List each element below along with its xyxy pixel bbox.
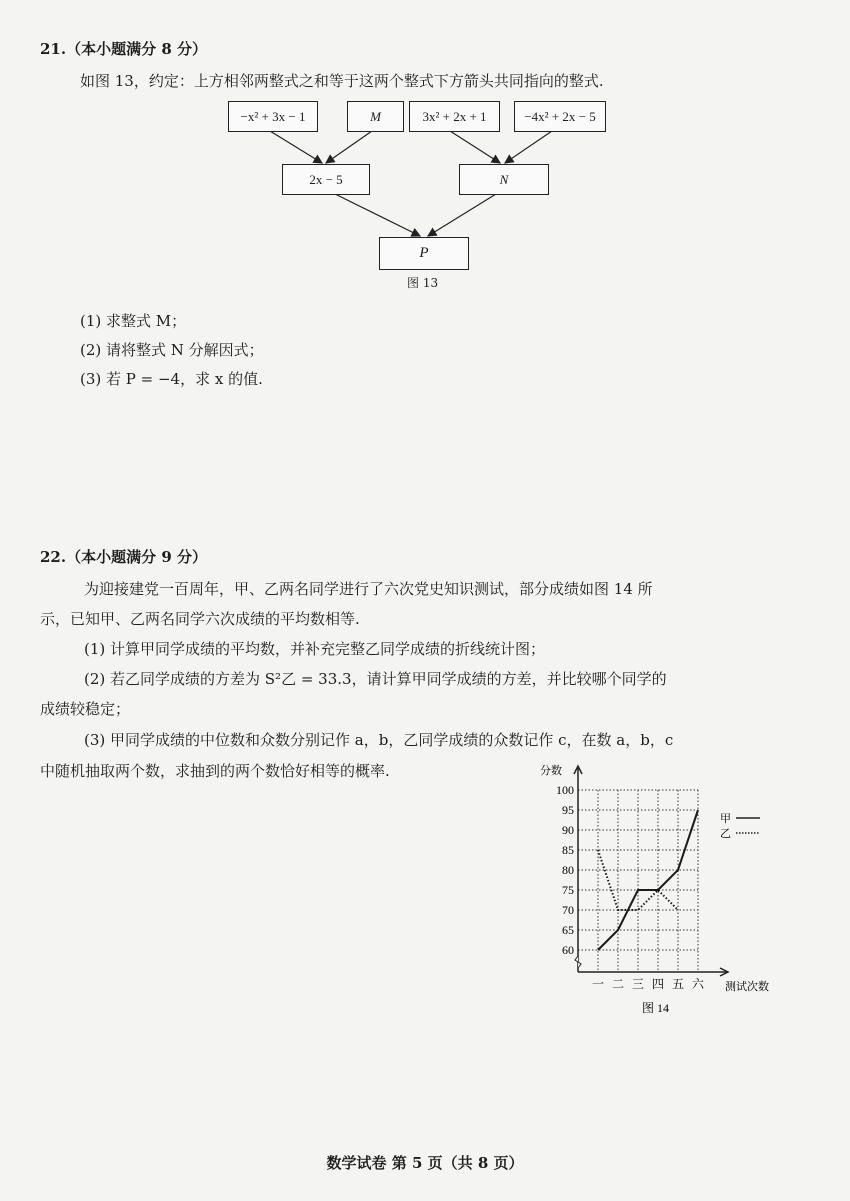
x-tick-label: 六 [691,977,705,991]
box-2x-minus-5: 2x − 5 [282,164,370,195]
box-expression-3: 3x² + 2x + 1 [409,101,500,132]
q22-heading: 22.（本小题满分 9 分） [40,548,207,566]
q22-part-1: (1) 计算甲同学成绩的平均数，并补充完整乙同学成绩的折线统计图； [84,640,546,658]
figure-14-line-chart [520,760,820,1030]
x-tick-label: 五 [671,977,685,991]
q22-part-3-cont: 中随机抽取两个数，求抽到的两个数恰好相等的概率. [40,762,390,780]
axis-break-icon [575,956,581,968]
y-tick-label: 80 [562,863,574,877]
y-tick-label: 100 [556,783,574,797]
q21-part-2: (2) 请将整式 N 分解因式； [80,341,264,359]
series-line-jia [598,810,698,950]
legend-label-jia: 甲 [720,813,731,825]
y-tick-label: 60 [562,943,574,957]
q22-part-2-cont: 成绩较稳定； [40,700,131,718]
chart-title: 图 14 [642,1001,670,1015]
y-tick-label: 85 [562,843,574,857]
q22-part-2: (2) 若乙同学成绩的方差为 S²乙 = 33.3，请计算甲同学成绩的方差，并比较哪个同学的 [84,670,667,688]
box-m: M [347,101,404,132]
y-axis-label: 分数 [540,765,562,777]
q22-line-1: 为迎接建党一百周年，甲、乙两名同学进行了六次党史知识测试，部分成绩如图 14 所 [84,580,653,598]
q21-part-1: (1) 求整式 M； [80,312,187,330]
legend-label-yi: 乙 [720,828,731,840]
x-tick-label: 二 [611,977,625,991]
page-footer: 数学试卷 第 5 页（共 8 页） [326,1154,524,1172]
q22-line-2: 示，已知甲、乙两名同学六次成绩的平均数相等. [40,610,360,628]
q21-heading: 21.（本小题满分 8 分） [40,40,207,58]
box-expression-4: −4x² + 2x − 5 [514,101,606,132]
q22-part-3: (3) 甲同学成绩的中位数和众数分别记作 a，b，乙同学成绩的众数记作 c，在数 a，b，c [84,731,674,749]
y-tick-label: 70 [562,903,574,917]
q21-intro: 如图 13，约定：上方相邻两整式之和等于这两个整式下方箭头共同指向的整式. [80,72,604,90]
series-line-yi [598,850,678,910]
x-tick-label: 一 [591,977,605,991]
y-tick-label: 65 [562,923,574,937]
x-tick-label: 三 [631,977,645,991]
box-expression-1: −x² + 3x − 1 [228,101,318,132]
box-n: N [459,164,549,195]
figure-13-caption: 图 13 [407,276,439,290]
q21-part-3: (3) 若 P = −4，求 x 的值. [80,370,263,388]
x-tick-label: 四 [651,977,665,991]
y-tick-label: 95 [562,803,574,817]
box-p: P [379,237,469,270]
y-tick-label: 90 [562,823,574,837]
y-tick-label: 75 [562,883,574,897]
x-axis-label: 测试次数 [725,981,769,993]
